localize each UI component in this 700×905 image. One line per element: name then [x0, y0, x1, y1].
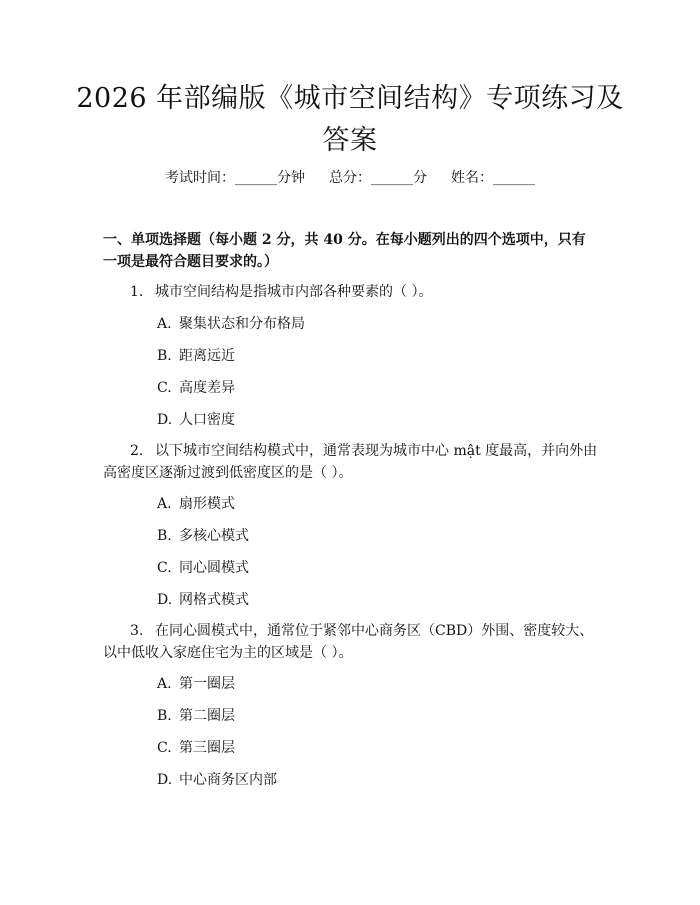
option-letter: C.	[157, 560, 172, 576]
option-letter: B.	[157, 528, 172, 544]
student-name: 姓名：______	[451, 170, 535, 186]
option-1c	[157, 378, 235, 398]
question-number: 3.	[130, 623, 144, 639]
option-letter: D.	[157, 412, 173, 428]
option-text: 同心圆模式	[179, 560, 249, 576]
option-text: 第三圈层	[179, 740, 235, 756]
question-text: 城市空间结构是指城市内部各种要素的（ ）。	[155, 284, 433, 300]
option-text: 中心商务区内部	[179, 772, 277, 788]
option-text: 扇形模式	[179, 496, 235, 512]
option-2a	[157, 494, 235, 514]
question-2	[103, 440, 598, 484]
option-text: 人口密度	[179, 412, 235, 428]
option-letter: C.	[157, 380, 172, 396]
option-letter: A.	[157, 676, 172, 692]
exam-meta	[0, 168, 700, 188]
title-line-2: 答案	[322, 125, 378, 156]
exam-time: 考试时间：______分钟	[165, 170, 305, 186]
option-letter: D.	[157, 772, 173, 788]
option-1b	[157, 346, 235, 366]
option-2c	[157, 558, 249, 578]
document-title	[60, 78, 640, 162]
option-text: 网格式模式	[179, 592, 249, 608]
option-letter: A.	[157, 496, 172, 512]
option-2b	[157, 526, 249, 546]
option-text: 第二圈层	[179, 708, 235, 724]
option-2d	[157, 590, 249, 610]
option-1d	[157, 410, 235, 430]
option-letter: D.	[157, 592, 173, 608]
option-letter: B.	[157, 348, 172, 364]
question-number: 2.	[130, 443, 144, 459]
question-text: 以下城市空间结构模式中，通常表现为城市中心 mật 度最高，并向外由高密度区逐渐过渡到低密度区的是（ ）。	[103, 443, 598, 481]
total-score: 总分：______分	[329, 170, 427, 186]
option-letter: C.	[157, 740, 172, 756]
option-3c	[157, 738, 235, 758]
question-text: 在同心圆模式中，通常位于紧邻中心商务区（CBD）外围、密度较大、以中低收入家庭住宅为主的区域是（ ）。	[103, 623, 594, 661]
option-text: 距离远近	[179, 348, 235, 364]
option-text: 聚集状态和分布格局	[179, 316, 305, 332]
option-1a	[157, 314, 305, 334]
question-1	[103, 281, 598, 303]
option-text: 高度差异	[179, 380, 235, 396]
option-3a	[157, 674, 235, 694]
question-number: 1.	[130, 284, 144, 300]
option-letter: B.	[157, 708, 172, 724]
option-text: 第一圈层	[179, 676, 235, 692]
option-letter: A.	[157, 316, 172, 332]
question-3	[103, 620, 598, 664]
option-text: 多核心模式	[179, 528, 249, 544]
option-3d	[157, 770, 277, 790]
option-3b	[157, 706, 235, 726]
title-line-1: 2026 年部编版《城市空间结构》专项练习及	[76, 83, 624, 114]
section-heading: 一、单项选择题（每小题 2 分，共 40 分。在每小题列出的四个选项中，只有一项是最符合题目要求的。）	[103, 232, 586, 270]
